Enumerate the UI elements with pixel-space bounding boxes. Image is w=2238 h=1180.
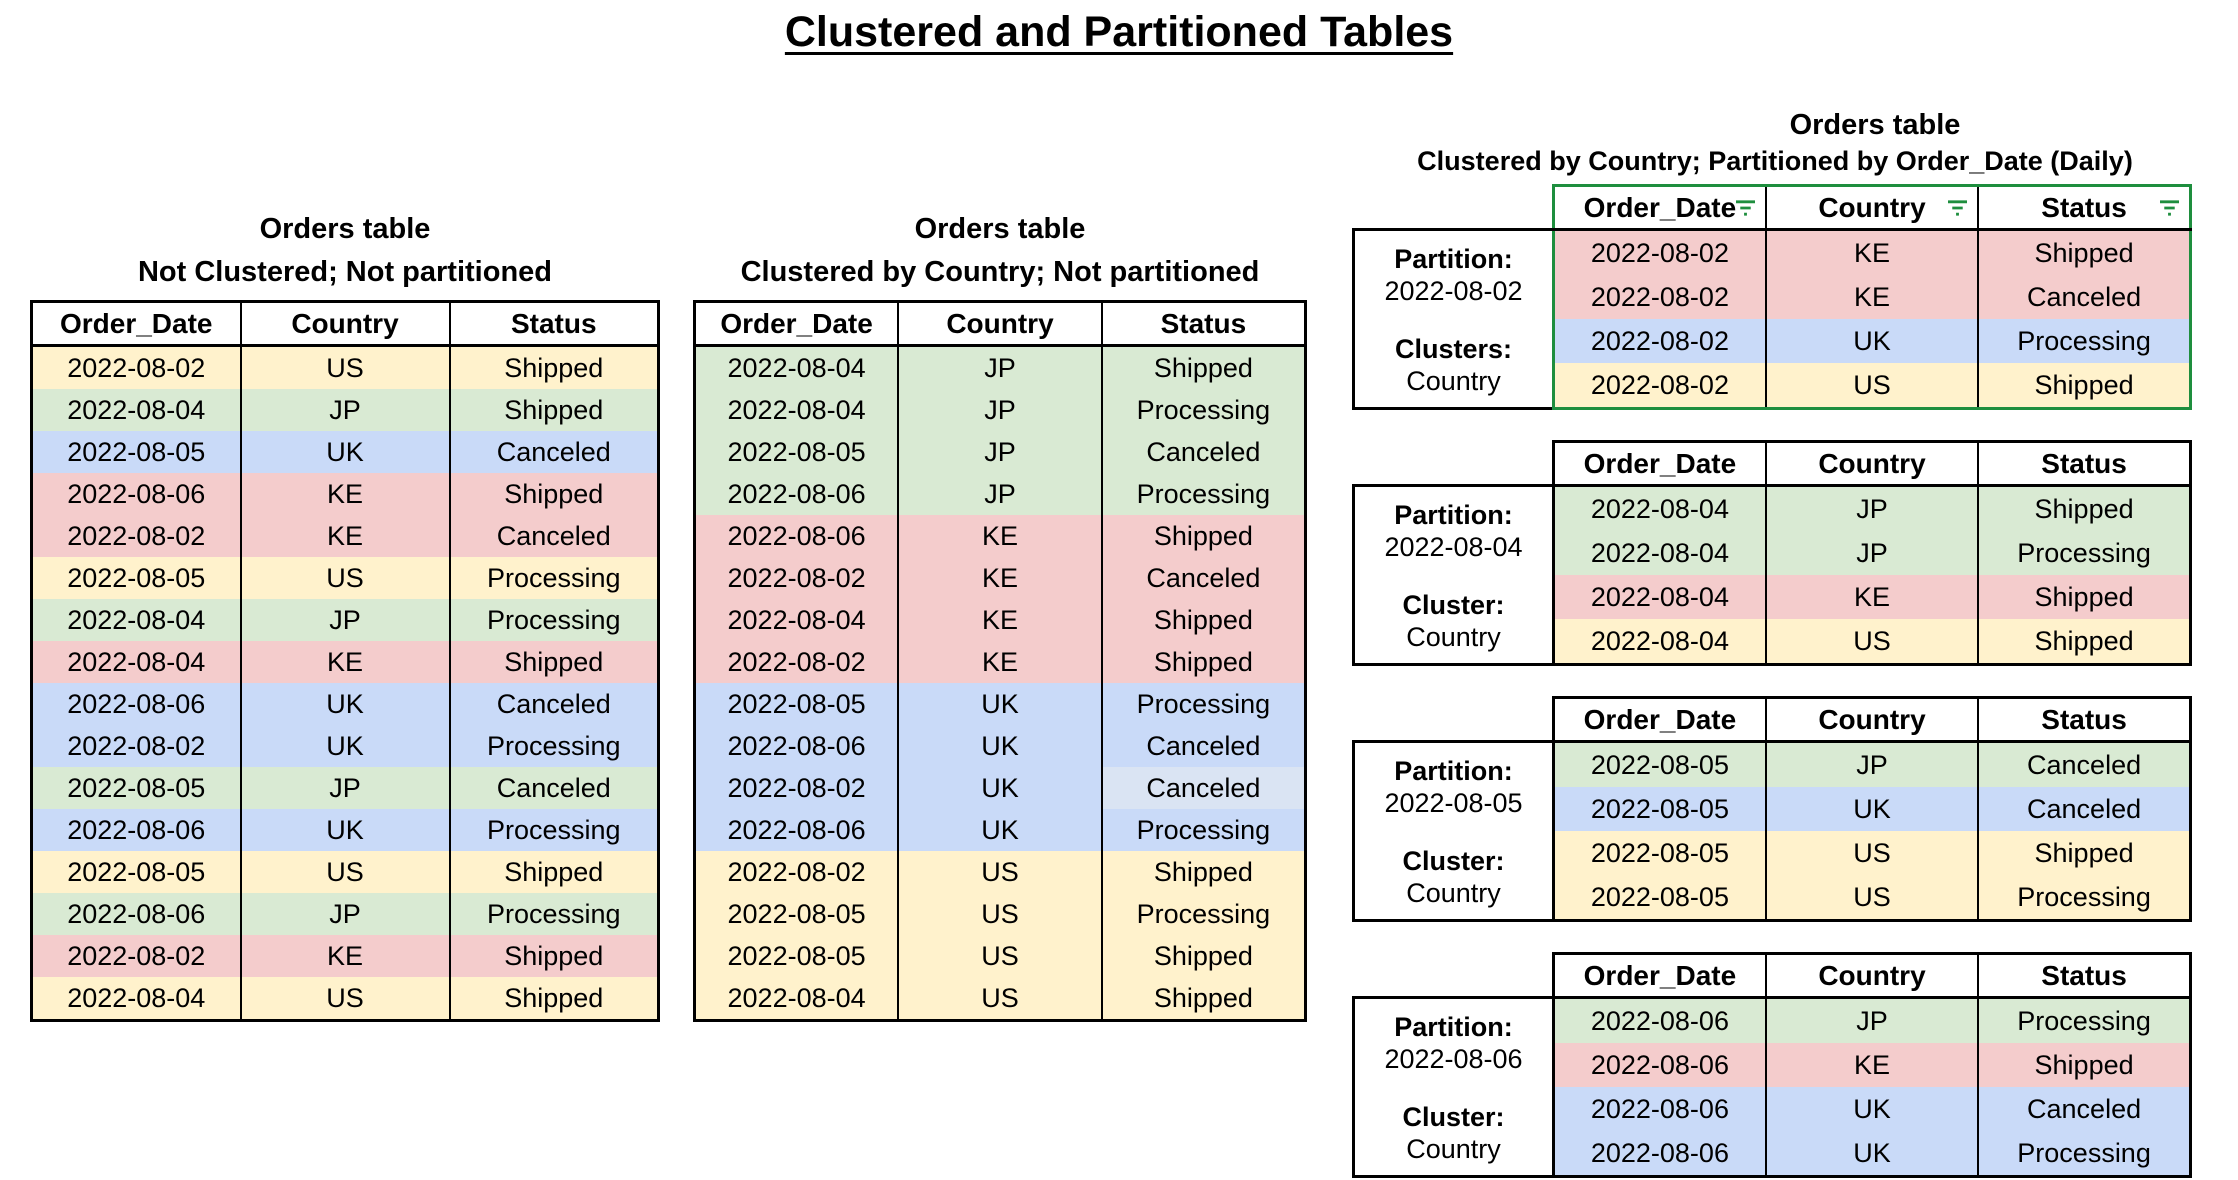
table-cell: 2022-08-05: [695, 935, 899, 977]
column-header: [1978, 954, 2190, 998]
cluster-value: Country: [1406, 622, 1501, 652]
table-row: [695, 431, 1306, 473]
table-cell: JP: [241, 599, 450, 641]
partition-table: [1352, 952, 2198, 1178]
table-cell: US: [1766, 363, 1978, 409]
table-cell: KE: [898, 557, 1102, 599]
table-row: [32, 641, 659, 683]
column-header: [450, 302, 659, 346]
table-row: [695, 893, 1306, 935]
partition-data-table: [1552, 952, 2192, 1178]
partition-heading: Partition:: [1394, 756, 1513, 786]
table-cell: KE: [898, 641, 1102, 683]
table-cell: 2022-08-05: [32, 767, 241, 809]
table-cell: Processing: [1978, 319, 2190, 363]
table-row: [1554, 575, 2191, 619]
table-cell: KE: [1766, 230, 1978, 276]
partition-group: [1357, 1011, 1550, 1075]
table-row: [695, 389, 1306, 431]
table-cell: 2022-08-02: [32, 935, 241, 977]
partition-group: [1357, 499, 1550, 563]
table-cell: Canceled: [1102, 557, 1306, 599]
table-cell: UK: [241, 725, 450, 767]
table-cell: 2022-08-04: [695, 389, 899, 431]
table-cell: 2022-08-02: [32, 725, 241, 767]
table-row: [695, 683, 1306, 725]
table-cell: KE: [898, 599, 1102, 641]
table-row: [32, 515, 659, 557]
partition-label: [1352, 484, 1552, 666]
column-header-label: Status: [2041, 959, 2127, 991]
table-row: [1554, 319, 2191, 363]
table-cell: Shipped: [450, 346, 659, 390]
table-cell: Processing: [1978, 998, 2190, 1044]
table-cell: Processing: [450, 809, 659, 851]
table-cell: Shipped: [1978, 230, 2190, 276]
table-cell: 2022-08-02: [1554, 319, 1766, 363]
table-cell: 2022-08-02: [695, 641, 899, 683]
table-cell: UK: [898, 725, 1102, 767]
section-title: Orders table: [914, 213, 1086, 245]
table-cell: 2022-08-05: [32, 851, 241, 893]
partition-table: [1352, 184, 2198, 410]
table-cell: Processing: [1102, 389, 1306, 431]
table-row: [695, 851, 1306, 893]
table-cell: US: [898, 893, 1102, 935]
table-cell: 2022-08-04: [32, 641, 241, 683]
column-header: [1102, 302, 1306, 346]
table-cell: US: [1766, 831, 1978, 875]
column-header: [898, 302, 1102, 346]
table-row: [32, 683, 659, 725]
table-cell: UK: [1766, 787, 1978, 831]
table-row: [32, 431, 659, 473]
table-cell: Processing: [1102, 683, 1306, 725]
table-cell: Processing: [1102, 893, 1306, 935]
table-cell: Shipped: [1978, 575, 2190, 619]
column-header: [1978, 698, 2190, 742]
table-row: [1554, 831, 2191, 875]
orders-table-not-clustered: [30, 300, 660, 1022]
table-cell: JP: [241, 767, 450, 809]
table-row: [1554, 742, 2191, 788]
table-cell: Shipped: [1978, 619, 2190, 665]
partition-data-table: [1552, 184, 2192, 410]
partition-heading: Partition:: [1394, 500, 1513, 530]
table-cell: Shipped: [1102, 935, 1306, 977]
table-cell: Processing: [450, 599, 659, 641]
table-row: [695, 346, 1306, 390]
partition-data-table: [1552, 440, 2192, 666]
table-cell: Shipped: [1102, 515, 1306, 557]
table-cell: 2022-08-05: [695, 683, 899, 725]
table-row: [32, 977, 659, 1021]
partition-heading: Partition:: [1394, 244, 1513, 274]
section-not-clustered: [30, 212, 660, 1022]
table-row: [32, 389, 659, 431]
table-cell: UK: [241, 809, 450, 851]
table-cell: US: [241, 557, 450, 599]
table-cell: 2022-08-04: [32, 599, 241, 641]
table-cell: UK: [898, 809, 1102, 851]
table-cell: 2022-08-05: [32, 557, 241, 599]
column-header-label: Status: [510, 307, 597, 339]
table-row: [695, 767, 1306, 809]
column-header: [695, 302, 899, 346]
column-header-label: Order_Date: [1583, 447, 1737, 479]
table-cell: JP: [1766, 742, 1978, 788]
table-cell: Canceled: [450, 515, 659, 557]
table-row: [1554, 1087, 2191, 1131]
section-clustered-partitioned: [1352, 108, 2198, 1178]
table-cell: 2022-08-04: [1554, 486, 1766, 532]
column-header: [1554, 186, 1766, 230]
table-cell: 2022-08-04: [695, 346, 899, 390]
table-cell: UK: [898, 683, 1102, 725]
table-cell: UK: [1766, 319, 1978, 363]
table-cell: KE: [241, 641, 450, 683]
column-header-label: Order_Date: [59, 307, 213, 339]
partition-group: [1357, 755, 1550, 819]
table-cell: Processing: [1978, 531, 2190, 575]
table-cell: 2022-08-05: [1554, 875, 1766, 921]
table-cell: 2022-08-06: [695, 809, 899, 851]
table-cell: KE: [241, 473, 450, 515]
table-row: [1554, 531, 2191, 575]
table-row: [32, 935, 659, 977]
table-row: [1554, 363, 2191, 409]
table-cell: 2022-08-06: [695, 515, 899, 557]
table-row: [695, 641, 1306, 683]
table-row: [695, 725, 1306, 767]
column-header: [1766, 186, 1978, 230]
table-cell: US: [241, 346, 450, 390]
filter-icon: [1946, 198, 1969, 217]
table-cell: 2022-08-05: [1554, 831, 1766, 875]
orders-table-not-clustered-slot: [30, 300, 660, 1022]
partition-group: [1357, 243, 1550, 307]
table-cell: Processing: [1102, 473, 1306, 515]
partition-label: [1352, 740, 1552, 922]
table-row: [1554, 1043, 2191, 1087]
cluster-heading: Cluster:: [1402, 590, 1505, 620]
column-header-label: Order_Date: [1583, 703, 1737, 735]
table-cell: 2022-08-05: [32, 431, 241, 473]
table-row: [695, 515, 1306, 557]
table-cell: Canceled: [1978, 275, 2190, 319]
column-header-label: Status: [1160, 307, 1247, 339]
table-cell: Shipped: [1978, 1043, 2190, 1087]
table-cell: UK: [241, 683, 450, 725]
table-cell: 2022-08-04: [32, 977, 241, 1021]
table-cell: Canceled: [450, 683, 659, 725]
table-row: [32, 473, 659, 515]
table-cell: KE: [1766, 575, 1978, 619]
table-cell: KE: [1766, 1043, 1978, 1087]
table-cell: 2022-08-04: [695, 599, 899, 641]
cluster-value: Country: [1406, 366, 1501, 396]
cluster-heading: Cluster:: [1402, 846, 1505, 876]
partition-label: [1352, 996, 1552, 1178]
column-header-label: Country: [1818, 959, 1926, 991]
table-cell: Processing: [450, 893, 659, 935]
column-header: [1978, 442, 2190, 486]
table-cell: KE: [1766, 275, 1978, 319]
section-subtitle: Clustered by Country; Not partitioned: [740, 256, 1260, 288]
table-cell: 2022-08-04: [695, 977, 899, 1021]
table-cell: Shipped: [450, 389, 659, 431]
column-header: [1978, 186, 2190, 230]
table-row: [695, 977, 1306, 1021]
column-header-label: Status: [2041, 703, 2127, 735]
table-cell: Canceled: [1978, 1087, 2190, 1131]
partition-tables: [1352, 184, 2198, 1178]
column-header: [1554, 954, 1766, 998]
column-header: [1554, 698, 1766, 742]
table-row: [1554, 275, 2191, 319]
table-cell: Canceled: [1978, 742, 2190, 788]
orders-table-clustered: [693, 300, 1307, 1022]
table-cell: Canceled: [450, 431, 659, 473]
table-cell: 2022-08-02: [1554, 275, 1766, 319]
table-cell: 2022-08-06: [1554, 1131, 1766, 1177]
orders-table-clustered-slot: [693, 300, 1307, 1022]
table-cell: JP: [1766, 486, 1978, 532]
table-cell: UK: [241, 431, 450, 473]
table-cell: UK: [898, 767, 1102, 809]
column-header-label: Country: [1818, 703, 1926, 735]
table-cell: Shipped: [450, 641, 659, 683]
table-row: [1554, 619, 2191, 665]
section-subtitle: Not Clustered; Not partitioned: [137, 256, 553, 288]
partition-date: 2022-08-06: [1384, 1044, 1523, 1074]
table-cell: UK: [1766, 1087, 1978, 1131]
table-cell: Shipped: [1102, 599, 1306, 641]
table-cell: JP: [1766, 531, 1978, 575]
table-row: [695, 599, 1306, 641]
column-header-label: Status: [2041, 447, 2127, 479]
table-cell: US: [898, 935, 1102, 977]
column-header-label: Country: [1818, 191, 1926, 223]
column-header-label: Order_Date: [1583, 191, 1737, 223]
table-cell: Canceled: [1102, 767, 1306, 809]
table-cell: Shipped: [1978, 363, 2190, 409]
table-cell: KE: [241, 515, 450, 557]
table-cell: 2022-08-05: [1554, 742, 1766, 788]
table-row: [32, 809, 659, 851]
table-cell: 2022-08-02: [695, 557, 899, 599]
table-cell: Shipped: [1102, 641, 1306, 683]
column-header: [32, 302, 241, 346]
section-title: Orders table: [259, 213, 431, 245]
cluster-group: [1357, 589, 1550, 653]
table-cell: Processing: [450, 725, 659, 767]
table-row: [32, 557, 659, 599]
column-header: [1766, 698, 1978, 742]
table-cell: 2022-08-04: [1554, 619, 1766, 665]
table-cell: Processing: [1102, 809, 1306, 851]
table-row: [1554, 230, 2191, 276]
partition-date: 2022-08-05: [1384, 788, 1523, 818]
table-cell: Canceled: [1102, 431, 1306, 473]
table-cell: JP: [898, 346, 1102, 390]
table-cell: 2022-08-02: [32, 515, 241, 557]
table-cell: Shipped: [1978, 831, 2190, 875]
table-row: [1554, 486, 2191, 532]
table-cell: Canceled: [1102, 725, 1306, 767]
page-title: Clustered and Partitioned Tables: [784, 8, 1454, 56]
column-header: [1554, 442, 1766, 486]
table-cell: 2022-08-06: [1554, 1043, 1766, 1087]
table-row: [32, 599, 659, 641]
partition-date: 2022-08-02: [1384, 276, 1523, 306]
header-row: [32, 302, 659, 346]
table-cell: Shipped: [1102, 851, 1306, 893]
table-row: [695, 557, 1306, 599]
section-clustered: [693, 212, 1307, 1022]
header-row: [1554, 954, 2191, 998]
partition-heading: Partition:: [1394, 1012, 1513, 1042]
cluster-group: [1357, 333, 1550, 397]
column-header-label: Country: [1818, 447, 1926, 479]
table-row: [695, 473, 1306, 515]
table-cell: 2022-08-06: [695, 725, 899, 767]
column-header: [1766, 954, 1978, 998]
table-cell: JP: [898, 473, 1102, 515]
table-cell: 2022-08-02: [695, 851, 899, 893]
table-cell: 2022-08-02: [32, 346, 241, 390]
table-cell: 2022-08-06: [1554, 998, 1766, 1044]
table-cell: JP: [898, 389, 1102, 431]
header-row: [1554, 442, 2191, 486]
table-cell: US: [898, 977, 1102, 1021]
table-cell: Canceled: [450, 767, 659, 809]
table-cell: US: [898, 851, 1102, 893]
header-row: [695, 302, 1306, 346]
header-row: [1554, 698, 2191, 742]
page-title-wrap: [0, 8, 2238, 57]
table-cell: 2022-08-02: [695, 767, 899, 809]
section-title: Orders table: [1789, 109, 1961, 141]
cluster-heading: Cluster:: [1402, 1102, 1505, 1132]
table-cell: Canceled: [1978, 787, 2190, 831]
table-row: [695, 935, 1306, 977]
table-cell: 2022-08-02: [1554, 363, 1766, 409]
table-cell: 2022-08-06: [32, 893, 241, 935]
table-row: [1554, 875, 2191, 921]
table-row: [1554, 998, 2191, 1044]
column-header: [1766, 442, 1978, 486]
table-cell: 2022-08-05: [695, 893, 899, 935]
table-cell: Shipped: [1978, 486, 2190, 532]
table-cell: 2022-08-06: [1554, 1087, 1766, 1131]
filter-icon: [2158, 198, 2181, 217]
table-cell: US: [241, 977, 450, 1021]
table-cell: Shipped: [450, 977, 659, 1021]
column-header-label: Order_Date: [1583, 959, 1737, 991]
column-header-label: Country: [946, 307, 1054, 339]
table-cell: JP: [241, 893, 450, 935]
column-header: [241, 302, 450, 346]
table-cell: Processing: [450, 557, 659, 599]
table-row: [1554, 1131, 2191, 1177]
table-cell: 2022-08-04: [1554, 531, 1766, 575]
column-header-label: Status: [2041, 191, 2127, 223]
table-cell: JP: [241, 389, 450, 431]
table-cell: Shipped: [450, 473, 659, 515]
table-row: [32, 851, 659, 893]
table-cell: 2022-08-06: [695, 473, 899, 515]
table-row: [32, 346, 659, 390]
table-row: [695, 809, 1306, 851]
table-cell: 2022-08-02: [1554, 230, 1766, 276]
cluster-value: Country: [1406, 1134, 1501, 1164]
table-cell: 2022-08-04: [1554, 575, 1766, 619]
section-subtitle: Clustered by Country; Partitioned by Order_Date (Daily): [1417, 146, 2133, 176]
table-cell: Shipped: [450, 935, 659, 977]
header-row: [1554, 186, 2191, 230]
table-row: [32, 767, 659, 809]
table-cell: Processing: [1978, 875, 2190, 921]
table-cell: Shipped: [450, 851, 659, 893]
table-cell: 2022-08-06: [32, 683, 241, 725]
table-cell: KE: [898, 515, 1102, 557]
table-cell: 2022-08-05: [1554, 787, 1766, 831]
cluster-group: [1357, 845, 1550, 909]
table-cell: KE: [241, 935, 450, 977]
filter-icon: [1734, 198, 1757, 217]
table-cell: US: [241, 851, 450, 893]
table-cell: US: [1766, 875, 1978, 921]
column-header-label: Country: [291, 307, 399, 339]
partition-data-table: [1552, 696, 2192, 922]
table-cell: US: [1766, 619, 1978, 665]
cluster-group: [1357, 1101, 1550, 1165]
table-row: [32, 725, 659, 767]
table-cell: 2022-08-04: [32, 389, 241, 431]
partition-date: 2022-08-04: [1384, 532, 1523, 562]
partition-table: [1352, 440, 2198, 666]
table-cell: Shipped: [1102, 346, 1306, 390]
table-cell: UK: [1766, 1131, 1978, 1177]
table-cell: 2022-08-06: [32, 473, 241, 515]
table-row: [1554, 787, 2191, 831]
table-cell: JP: [1766, 998, 1978, 1044]
table-cell: 2022-08-05: [695, 431, 899, 473]
column-header-label: Order_Date: [720, 307, 873, 339]
table-cell: Shipped: [1102, 977, 1306, 1021]
cluster-heading: Clusters:: [1394, 334, 1513, 364]
table-cell: 2022-08-06: [32, 809, 241, 851]
table-cell: Processing: [1978, 1131, 2190, 1177]
partition-label: [1352, 228, 1552, 410]
table-row: [32, 893, 659, 935]
partition-table: [1352, 696, 2198, 922]
table-cell: JP: [898, 431, 1102, 473]
cluster-value: Country: [1406, 878, 1501, 908]
